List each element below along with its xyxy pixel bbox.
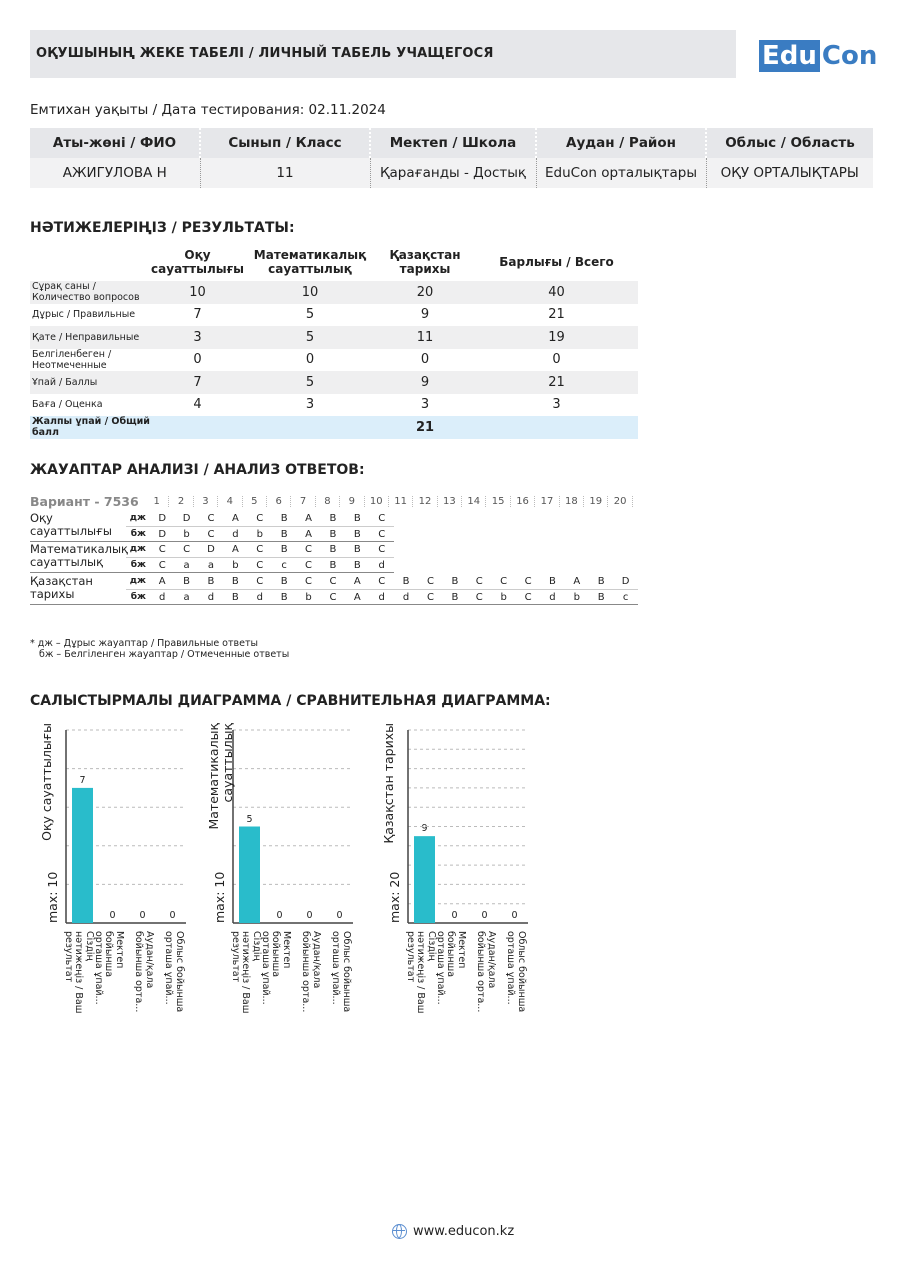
answers-row-marked — [126, 526, 394, 542]
question-number: 20 — [608, 496, 632, 507]
answers-tag: дж — [129, 513, 146, 523]
question-number: 6 — [267, 496, 291, 507]
results-row-label: Сұрақ саны / Количество вопросов — [30, 281, 150, 304]
answers-row-divider — [126, 526, 394, 527]
results-cell: 5 — [245, 326, 375, 349]
answer-cell: C — [207, 528, 215, 540]
answers-tag: бж — [130, 529, 146, 539]
answer-cell: C — [524, 591, 532, 603]
results-cell: 9 — [375, 371, 475, 394]
answer-cell: C — [378, 528, 386, 540]
results-cell: 5 — [305, 307, 315, 323]
answer-cell: B — [353, 528, 361, 540]
answers-subject-block — [30, 573, 632, 605]
chart-value-label: 0 — [511, 910, 518, 921]
answer-cell: b — [500, 591, 507, 603]
info-header-class: Сынып / Класс — [200, 128, 370, 158]
answer-cell: B — [549, 575, 556, 587]
chart-value-label: 0 — [306, 910, 313, 921]
results-cell: 3 — [305, 397, 315, 413]
chart-svg — [36, 725, 226, 1025]
question-number: 19 — [584, 496, 608, 507]
answer-cell: B — [597, 575, 605, 587]
answers-block-divider — [30, 604, 638, 605]
answer-cell: A — [573, 575, 581, 587]
results-cell: 40 — [475, 281, 638, 304]
question-number: 15 — [486, 496, 510, 507]
answer-cell: d — [378, 591, 385, 603]
chart-category-label: Аудан/қала бойынша орта... — [133, 931, 155, 1013]
answer-cell: c — [622, 591, 629, 603]
answer-cell: a — [183, 559, 190, 571]
chart-value-label: 0 — [336, 910, 343, 921]
answer-cell: B — [280, 512, 288, 524]
results-row-label: Қате / Неправильные — [30, 326, 150, 349]
info-value-school: Қарағанды - Достық — [370, 158, 536, 188]
question-number: 18 — [560, 496, 584, 507]
answers-row-correct — [126, 541, 394, 557]
chart-value-label: 9 — [421, 823, 428, 835]
answer-cell: B — [231, 591, 239, 603]
results-col-total: Барлығы / Всего — [499, 255, 614, 269]
chart-value-label: 5 — [246, 813, 253, 825]
question-number: 11 — [389, 496, 413, 507]
answer-cell: C — [207, 512, 215, 524]
results-cell: 4 — [193, 397, 202, 413]
comparison-chart — [36, 725, 226, 1025]
chart-value-label: 0 — [169, 910, 176, 921]
results-row — [30, 281, 638, 304]
charts-title: САЛЫСТЫРМАЛЫ ДИАГРАММА / СРАВНИТЕЛЬНАЯ ДИАГРАММА: — [30, 693, 551, 709]
answers-row-divider — [126, 557, 394, 558]
results-cell: 7 — [150, 371, 245, 394]
results-cell: 20 — [375, 281, 475, 304]
question-number: 3 — [194, 496, 218, 507]
answer-cell: A — [353, 591, 361, 603]
logo-con: Con — [821, 41, 878, 71]
question-number: 7 — [291, 496, 315, 507]
answer-cell: A — [353, 575, 361, 587]
answers-tag: бж — [130, 560, 146, 570]
answers-subject-name: Оқу сауаттылығы — [30, 511, 112, 538]
chart-value-label: 0 — [109, 910, 116, 921]
answers-tag: дж — [129, 576, 146, 586]
chart-category-label: Мектеп бойынша орташа ұпай... — [260, 931, 292, 1005]
chart-category-label: Облыс бойынша орташа ұпай... — [505, 931, 527, 1013]
answer-cell: C — [500, 575, 508, 587]
answer-cell: d — [402, 591, 410, 603]
chart-value-label: 0 — [139, 910, 146, 921]
answer-cell: d — [232, 528, 239, 540]
answer-cell: C — [305, 575, 313, 587]
answer-cell: B — [402, 575, 410, 587]
answer-cell: A — [158, 575, 166, 587]
footer — [392, 1224, 514, 1239]
chart-y-label: Оқу сауаттылығы — [39, 723, 54, 841]
answer-cell: b — [573, 591, 581, 603]
chart-bar — [72, 788, 93, 923]
answer-cell: d — [549, 591, 556, 603]
answers-subject-block — [30, 510, 632, 542]
question-number: 1 — [145, 496, 169, 507]
answer-cell: b — [256, 528, 263, 540]
answer-cell: B — [329, 528, 337, 540]
chart-y-label: Қазақстан тарихы — [381, 723, 396, 844]
results-cell: 0 — [420, 352, 430, 368]
chart-category-label: Облыс бойынша орташа ұпай... — [163, 931, 185, 1013]
answer-cell: d — [207, 591, 215, 603]
answer-cell: C — [305, 559, 313, 571]
answer-cell: D — [182, 512, 191, 524]
results-cell: 11 — [375, 326, 475, 349]
answer-cell: B — [280, 591, 288, 603]
chart-value-label: 7 — [79, 774, 86, 786]
results-cell: 3 — [420, 397, 430, 413]
answer-cell: A — [305, 528, 312, 540]
chart-value-label: 0 — [451, 910, 458, 921]
question-number: 17 — [535, 496, 559, 507]
answer-cell: C — [475, 591, 483, 603]
info-header-region: Облыс / Область — [706, 128, 873, 158]
results-cell: 9 — [420, 307, 430, 323]
info-value-district: EduCon орталықтары — [536, 158, 706, 188]
answer-cell: B — [353, 543, 361, 555]
results-cell: 5 — [245, 371, 375, 394]
answer-cell: a — [183, 591, 190, 603]
answer-cell: b — [232, 559, 239, 571]
answer-cell: C — [256, 559, 264, 571]
results-cell: 21 — [475, 371, 638, 394]
results-cell: 10 — [150, 281, 245, 304]
info-value-name: АЖИГУЛОВА Н — [30, 158, 200, 188]
info-header-district: Аудан / Район — [536, 128, 706, 158]
footer-url[interactable]: www.educon.kz — [413, 1224, 515, 1239]
answer-cell: C — [427, 575, 434, 587]
answer-cell: b — [183, 528, 190, 540]
answer-cell: D — [621, 575, 630, 587]
chart-max-label: max: 10 — [212, 871, 227, 923]
question-number: 16 — [511, 496, 535, 507]
total-label: Жалпы ұпай / Общий балл — [32, 416, 150, 439]
results-cell: 0 — [305, 352, 315, 368]
answer-cell: C — [158, 559, 166, 571]
answer-cell: a — [207, 559, 215, 571]
answers-tag: бж — [130, 592, 146, 602]
answer-cell: A — [305, 512, 312, 524]
answers-title: ЖАУАПТАР АНАЛИЗІ / АНАЛИЗ ОТВЕТОВ: — [30, 462, 365, 478]
question-number: 14 — [462, 496, 486, 507]
answer-cell: C — [256, 575, 264, 587]
chart-bar — [239, 827, 260, 924]
results-cell: 3 — [552, 397, 561, 413]
answer-cell: D — [158, 512, 167, 524]
answer-cell: b — [305, 591, 312, 603]
test-date: Емтихан уақыты / Дата тестирования: 02.11.2024 — [30, 102, 386, 118]
question-numbers — [145, 496, 633, 507]
results-row-label: Баға / Оценка — [32, 399, 103, 411]
chart-category-label: Мектеп бойынша орташа ұпай... — [435, 931, 467, 1005]
results-row — [30, 304, 638, 327]
results-col-history: Қазақстан тарихы — [389, 248, 461, 276]
question-number: 13 — [438, 496, 462, 507]
answer-cell: D — [158, 528, 167, 540]
answer-cell: d — [378, 559, 385, 571]
answer-cell: C — [378, 512, 386, 524]
answers-subject-name: Қазақстан тарихы — [30, 574, 93, 601]
chart-y-label: Математикалық сауаттылық — [206, 723, 235, 830]
answers-row-marked — [126, 589, 638, 605]
total-empty — [245, 416, 375, 439]
page-title: ОҚУШЫНЫҢ ЖЕКЕ ТАБЕЛІ / ЛИЧНЫЙ ТАБЕЛЬ УЧАЩЕГОСЯ — [36, 46, 494, 61]
answers-row-correct — [126, 510, 394, 526]
answer-cell: d — [256, 591, 263, 603]
student-info-table — [30, 128, 873, 188]
results-row-label: Дұрыс / Правильные — [32, 309, 136, 321]
answer-cell: c — [281, 559, 287, 571]
answer-cell: C — [158, 543, 166, 555]
educon-logo — [759, 40, 877, 72]
chart-category-label: Мектеп бойынша орташа ұпай... — [93, 931, 125, 1005]
results-cell: 0 — [193, 352, 202, 368]
results-row — [30, 349, 638, 372]
question-number: 12 — [413, 496, 437, 507]
answer-cell: B — [207, 575, 215, 587]
answer-cell: C — [329, 591, 337, 603]
results-row-label: Белгіленбеген / Неотмеченные — [32, 348, 112, 371]
results-cell: 10 — [245, 281, 375, 304]
legend-correct: * дж – Дұрыс жауаптар / Правильные ответы — [30, 638, 259, 649]
answer-cell: B — [329, 559, 337, 571]
comparison-chart — [378, 725, 568, 1025]
answers-subject-name: Математикалық сауаттылық — [30, 542, 129, 569]
total-value: 21 — [375, 416, 475, 439]
answer-cell: B — [280, 543, 288, 555]
chart-category-label: Сіздің нәтижеңіз / Ваш результат — [63, 931, 95, 1014]
results-col-math: Математикалық сауаттылық — [253, 248, 367, 276]
answer-cell: D — [207, 543, 215, 555]
answer-cell: B — [231, 575, 239, 587]
answers-row-marked — [126, 557, 394, 573]
question-number: 5 — [243, 496, 267, 507]
results-total-row — [30, 416, 638, 439]
answer-cell: C — [378, 543, 386, 555]
answer-cell: B — [329, 543, 337, 555]
chart-category-label: Сіздің нәтижеңіз / Ваш результат — [230, 931, 262, 1014]
variant-label: Вариант - 7536 — [30, 494, 139, 509]
results-row-label: Ұпай / Баллы — [30, 371, 150, 394]
globe-icon — [392, 1224, 407, 1239]
answer-cell: B — [597, 591, 605, 603]
chart-category-label: Облыс бойынша орташа ұпай... — [330, 931, 352, 1013]
answer-cell: C — [256, 543, 264, 555]
question-number: 10 — [365, 496, 389, 507]
answer-cell: B — [280, 575, 288, 587]
answer-cell: B — [280, 528, 288, 540]
results-row — [30, 371, 638, 394]
chart-svg — [378, 725, 568, 1025]
comparison-chart — [203, 725, 393, 1025]
answer-cell: C — [305, 543, 313, 555]
answer-cell: C — [427, 591, 434, 603]
chart-max-label: max: 20 — [387, 871, 402, 923]
info-value-class: 11 — [200, 158, 370, 188]
answer-cell: A — [231, 512, 239, 524]
total-empty — [475, 416, 638, 439]
answer-cell: B — [353, 512, 361, 524]
answer-cell: B — [329, 512, 337, 524]
results-cell: 19 — [475, 326, 638, 349]
answers-row-divider — [126, 589, 638, 590]
info-header-name: Аты-жөні / ФИО — [30, 128, 200, 158]
results-cell: 7 — [193, 307, 202, 323]
answers-subject-block — [30, 541, 632, 573]
answer-cell: B — [353, 559, 361, 571]
results-table — [30, 243, 638, 439]
answer-cell: C — [183, 543, 191, 555]
results-title: НӘТИЖЕЛЕРІҢІЗ / РЕЗУЛЬТАТЫ: — [30, 220, 295, 236]
answer-cell: C — [378, 575, 386, 587]
answer-cell: A — [231, 543, 239, 555]
chart-value-label: 0 — [481, 910, 488, 921]
question-number: 2 — [169, 496, 193, 507]
answers-legend — [30, 638, 289, 660]
info-value-region: ОҚУ ОРТАЛЫҚТАРЫ — [706, 158, 873, 188]
results-corner — [30, 243, 150, 281]
answer-cell: B — [451, 575, 459, 587]
total-empty — [150, 416, 245, 439]
answer-cell: C — [475, 575, 483, 587]
answer-cell: C — [256, 512, 264, 524]
chart-category-label: Сіздің нәтижеңіз / Ваш результат — [405, 931, 437, 1014]
chart-category-label: Аудан/қала бойынша орта... — [475, 931, 497, 1013]
results-cell: 3 — [150, 326, 245, 349]
results-col-reading: Оқу сауаттылығы — [151, 248, 244, 276]
answers-tag: дж — [129, 544, 146, 554]
chart-value-label: 0 — [276, 910, 283, 921]
answer-cell: d — [159, 591, 166, 603]
answer-cell: C — [329, 575, 337, 587]
question-number: 8 — [316, 496, 340, 507]
answer-cell: C — [524, 575, 532, 587]
chart-bar — [414, 836, 435, 923]
results-cell: 21 — [548, 307, 565, 323]
results-cell: 0 — [552, 352, 561, 368]
info-header-school: Мектеп / Школа — [370, 128, 536, 158]
answers-row-correct — [126, 573, 638, 589]
results-row — [30, 326, 638, 349]
answer-cell: B — [451, 591, 459, 603]
question-number: 4 — [218, 496, 242, 507]
question-number: 9 — [340, 496, 364, 507]
logo-edu: Edu — [759, 40, 820, 72]
chart-category-label: Аудан/қала бойынша орта... — [300, 931, 322, 1013]
results-row — [30, 394, 638, 417]
chart-max-label: max: 10 — [45, 871, 60, 923]
answer-cell: B — [183, 575, 191, 587]
legend-marked: бж – Белгіленген жауаптар / Отмеченные ответы — [39, 649, 290, 660]
